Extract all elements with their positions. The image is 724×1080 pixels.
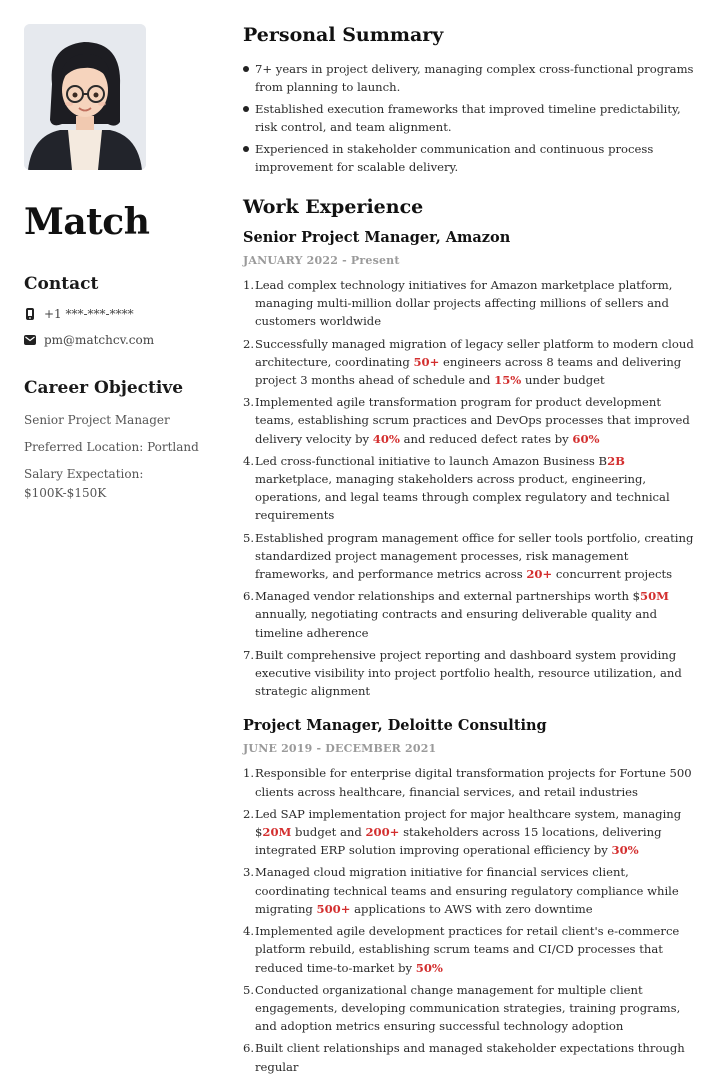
contact-phone xyxy=(24,307,214,321)
highlight-metric: 2B xyxy=(607,453,625,468)
item-text: under budget xyxy=(521,373,605,388)
item-text: applications to AWS with zero downtime xyxy=(350,901,593,916)
contact-email xyxy=(24,333,214,347)
item-text: Lead complex technology initiatives for Amazon marketplace platform, managing multi-million dollar projects affecting millions of sellers and customers worldwide xyxy=(255,278,673,329)
sidebar xyxy=(24,24,214,503)
item-text: Implemented agile transformation program for product development teams, establishing scrum practices and DevOps processes that improved delivery velocity by xyxy=(255,395,690,446)
item-text: Managed cloud migration initiative for financial services client, coordinating technical teams and ensuring regulatory compliance while migrating xyxy=(255,865,679,916)
career-item: Senior Project Manager xyxy=(24,413,170,427)
item-text: Built client relationships and managed stakeholder expectations through regular xyxy=(255,1041,685,1074)
item-text: Implemented agile development practices for retail client's e-commerce platform rebuild, establishing scrum teams and CI/CD processes that reduced time-to-market by xyxy=(255,924,680,975)
item-text: Built comprehensive project reporting and dashboard system providing executive visibility into project portfolio health, resource utilization, and strategic alignment xyxy=(255,647,682,699)
item-number: 1. xyxy=(243,278,255,292)
item-text: Successfully managed migration of legacy seller platform to modern cloud architecture, coordinating xyxy=(255,336,694,369)
job-item xyxy=(243,393,701,448)
item-text: Established program management office for seller tools portfolio, creating standardized project management processes, risk management frameworks, and performance metrics across xyxy=(255,530,694,582)
job-title: Senior Project Manager, Amazon xyxy=(243,229,511,246)
item-text: budget and xyxy=(291,825,366,840)
summary-bullet: Established execution frameworks that improved timeline predictability, risk control, and team alignment. xyxy=(243,100,701,136)
job-item xyxy=(243,805,701,860)
item-number: 3. xyxy=(243,865,255,880)
item-text: marketplace, managing stakeholders across product, engineering, operations, and legal teams through complex regulatory and technical requirements xyxy=(255,472,670,523)
highlight-metric: 50% xyxy=(415,960,443,975)
item-text: annually, negotiating contracts and ensuring deliverable quality and timeline adherence xyxy=(255,607,658,640)
item-text: and reduced defect rates by xyxy=(399,431,573,446)
job-item xyxy=(243,335,701,390)
highlight-metric: 30% xyxy=(611,843,639,858)
item-text: Conducted organizational change management for multiple client engagements, developing communication strategies, training programs, and adoption metrics ensuring successful technology adoption xyxy=(255,982,681,1034)
item-number: 5. xyxy=(243,982,255,997)
item-number: 4. xyxy=(243,924,255,939)
item-number: 2. xyxy=(243,806,255,821)
job-item xyxy=(243,587,701,642)
item-text: Led cross-functional initiative to launch Amazon Business B xyxy=(255,453,608,468)
highlight-metric: 50M xyxy=(640,589,669,604)
item-number: 5. xyxy=(243,530,255,545)
job-entry xyxy=(243,228,701,700)
item-text: Led SAP implementation project for major healthcare system, managing $ xyxy=(255,806,682,840)
item-number: 3. xyxy=(243,395,255,410)
highlight-metric: 20M xyxy=(262,825,292,840)
summary-list xyxy=(243,60,701,176)
phone-text: +1 ***-***-**** xyxy=(44,307,134,321)
summary-bullet: 7+ years in project delivery, managing complex cross-functional programs from planning to launch. xyxy=(243,60,701,96)
item-number: 2. xyxy=(243,336,255,351)
summary-heading: Personal Summary xyxy=(243,24,444,46)
job-item xyxy=(243,922,701,977)
highlight-metric: 20+ xyxy=(526,567,553,582)
highlight-metric: 200+ xyxy=(365,825,400,840)
phone-icon xyxy=(24,308,36,320)
highlight-metric: 60% xyxy=(572,431,600,446)
item-number: 6. xyxy=(243,1041,255,1056)
career-objective-heading: Career Objective xyxy=(24,378,184,398)
item-number: 6. xyxy=(243,589,255,604)
job-item xyxy=(243,863,701,918)
highlight-metric: 40% xyxy=(372,431,400,446)
job-date: JANUARY 2022 - Present xyxy=(243,254,400,267)
mail-icon xyxy=(24,334,36,346)
highlight-metric: 15% xyxy=(494,373,522,388)
item-number: 4. xyxy=(243,453,255,468)
email-text[interactable]: pm@matchcv.com xyxy=(44,333,155,347)
item-text: engineers across 8 teams and delivering project 3 months ahead of schedule and xyxy=(255,354,682,388)
job-title: Project Manager, Deloitte Consulting xyxy=(243,717,547,735)
job-item xyxy=(243,764,701,800)
summary-bullet: Experienced in stakeholder communication and continuous process improvement for scalable delivery. xyxy=(243,140,701,176)
highlight-metric: 50+ xyxy=(413,354,440,369)
job-date: JUNE 2019 - DECEMBER 2021 xyxy=(243,742,437,756)
job-item xyxy=(243,529,701,584)
work-heading: Work Experience xyxy=(243,196,424,218)
job-item xyxy=(243,646,701,701)
contact-heading: Contact xyxy=(24,274,99,294)
item-text: concurrent projects xyxy=(552,567,673,582)
candidate-name: Match xyxy=(24,201,150,243)
job-items xyxy=(243,764,701,1075)
main-content xyxy=(243,22,701,1080)
job-item xyxy=(243,276,701,331)
job-items xyxy=(243,276,701,700)
profile-photo xyxy=(24,24,146,170)
career-item: Preferred Location: Portland xyxy=(24,440,199,454)
job-item xyxy=(243,452,701,525)
item-text: Managed vendor relationships and external partnerships worth $ xyxy=(255,589,641,604)
career-item: Salary Expectation: $100K-$150K xyxy=(24,467,144,500)
job-item xyxy=(243,981,701,1036)
avatar xyxy=(24,24,146,170)
job-entry xyxy=(243,716,701,1075)
item-number: 7. xyxy=(243,647,255,662)
item-text: Responsible for enterprise digital transformation projects for Fortune 500 clients across healthcare, financial services, and retail industries xyxy=(255,766,692,799)
job-item xyxy=(243,1039,701,1075)
item-text: stakeholders across 15 locations, delivering integrated ERP solution improving operational efficiency by xyxy=(255,825,662,858)
highlight-metric: 500+ xyxy=(316,901,351,916)
item-number: 1. xyxy=(243,766,255,781)
